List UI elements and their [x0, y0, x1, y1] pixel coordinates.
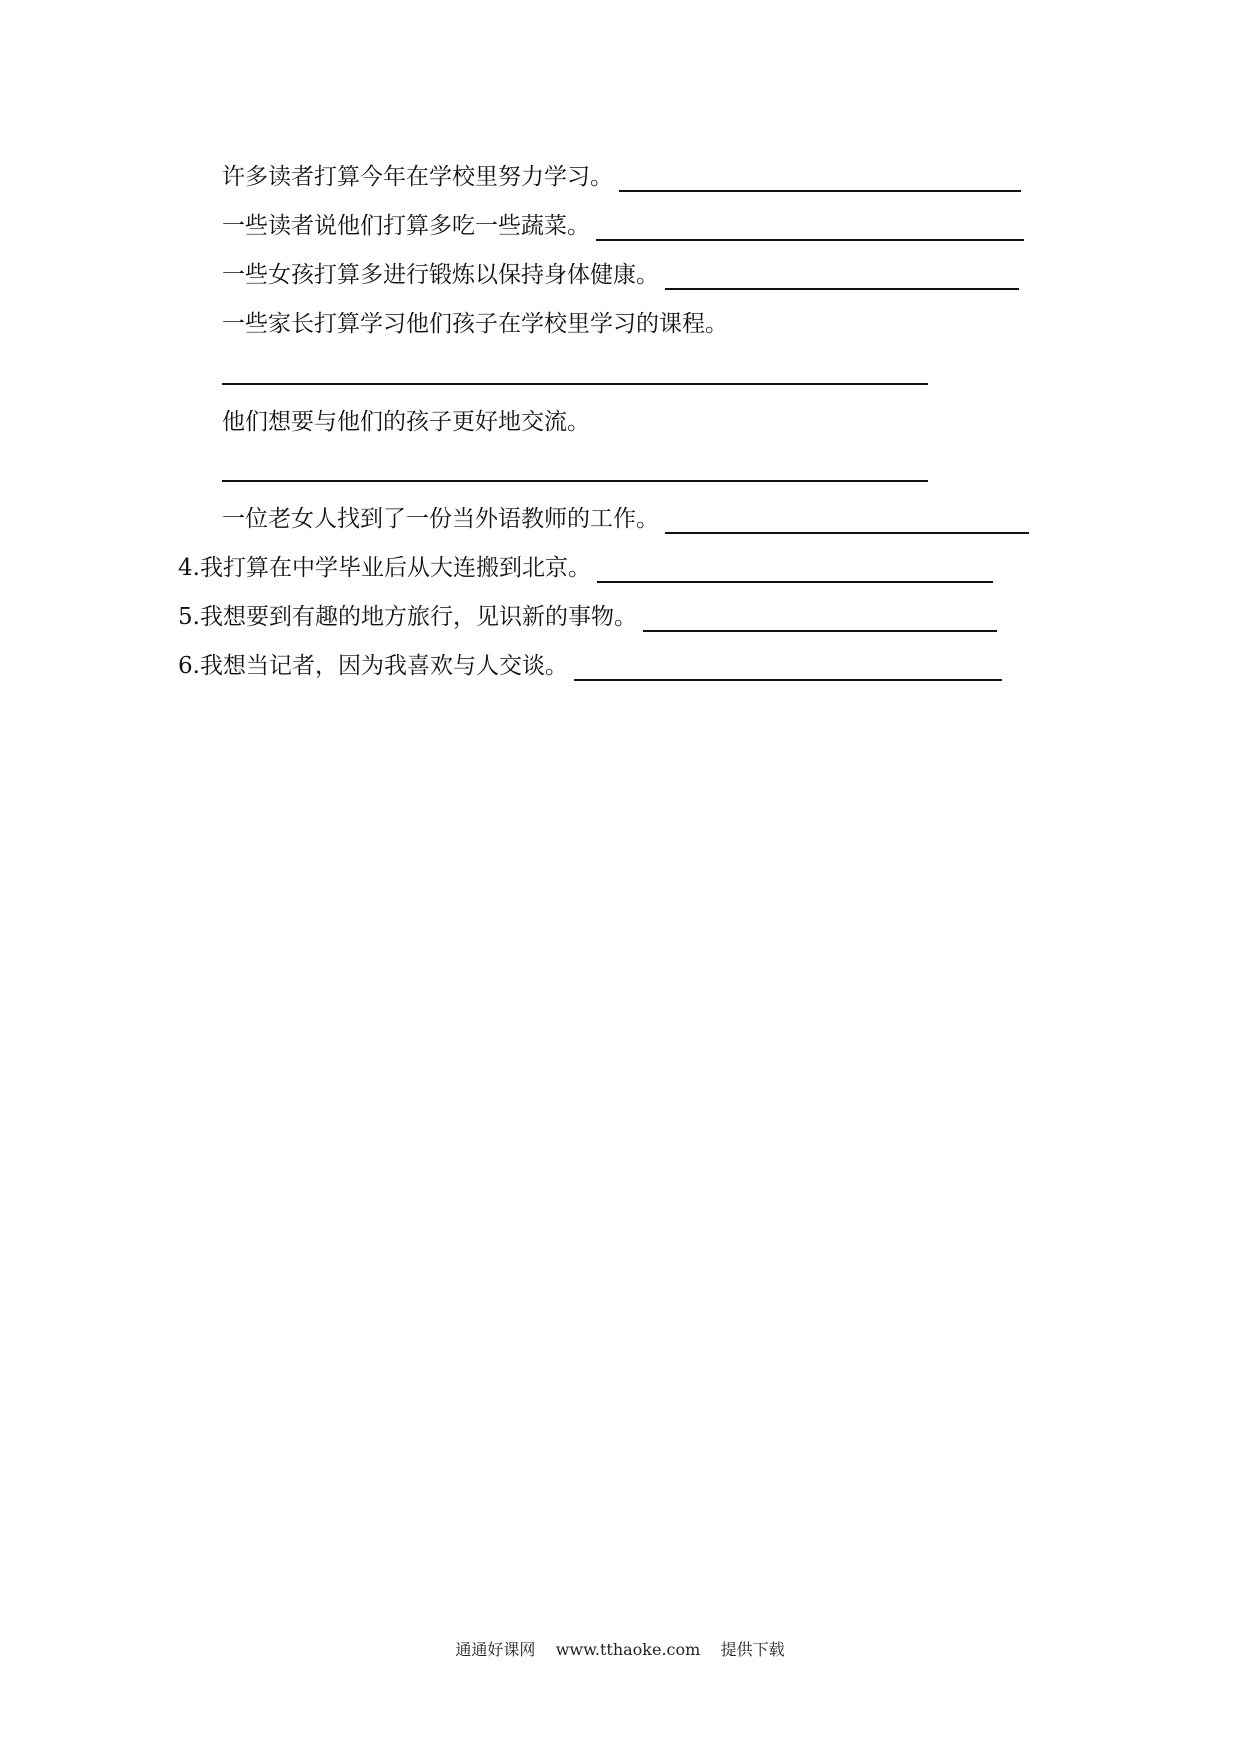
footer-site-name: 通通好课网	[455, 1640, 536, 1659]
page-footer	[0, 1640, 1240, 1660]
answer-blank[interactable]	[597, 557, 993, 583]
sentence-5	[222, 407, 590, 437]
sentence-9	[178, 651, 1002, 681]
sentence-text: 4.我打算在中学毕业后从大连搬到北京。	[178, 555, 591, 581]
sentence-text: 5.我想要到有趣的地方旅行，见识新的事物。	[178, 604, 637, 630]
answer-blank[interactable]	[222, 383, 928, 385]
sentence-text: 6.我想当记者，因为我喜欢与人交谈。	[178, 653, 568, 679]
sentence-text: 许多读者打算今年在学校里努力学习。	[222, 164, 613, 190]
answer-blank[interactable]	[574, 655, 1002, 681]
sentence-4	[222, 309, 728, 339]
answer-blank[interactable]	[596, 215, 1024, 241]
sentence-2	[222, 211, 1024, 241]
answer-blank[interactable]	[665, 508, 1029, 534]
answer-blank[interactable]	[643, 606, 997, 632]
sentence-3	[222, 260, 1019, 290]
answer-blank[interactable]	[222, 480, 928, 482]
sentence-8	[178, 602, 997, 632]
sentence-7	[178, 553, 993, 583]
sentence-text: 一位老女人找到了一份当外语教师的工作。	[222, 506, 659, 532]
footer-suffix: 提供下载	[720, 1640, 785, 1659]
sentence-6	[222, 504, 1029, 534]
sentence-text: 一些女孩打算多进行锻炼以保持身体健康。	[222, 262, 659, 288]
sentence-1	[222, 162, 1021, 192]
sentence-text: 一些家长打算学习他们孩子在学校里学习的课程。	[222, 311, 728, 337]
sentence-text: 他们想要与他们的孩子更好地交流。	[222, 409, 590, 435]
answer-blank[interactable]	[619, 166, 1021, 192]
answer-blank[interactable]	[665, 264, 1019, 290]
sentence-text: 一些读者说他们打算多吃一些蔬菜。	[222, 213, 590, 239]
footer-url[interactable]: www.tthaoke.com	[555, 1640, 701, 1659]
